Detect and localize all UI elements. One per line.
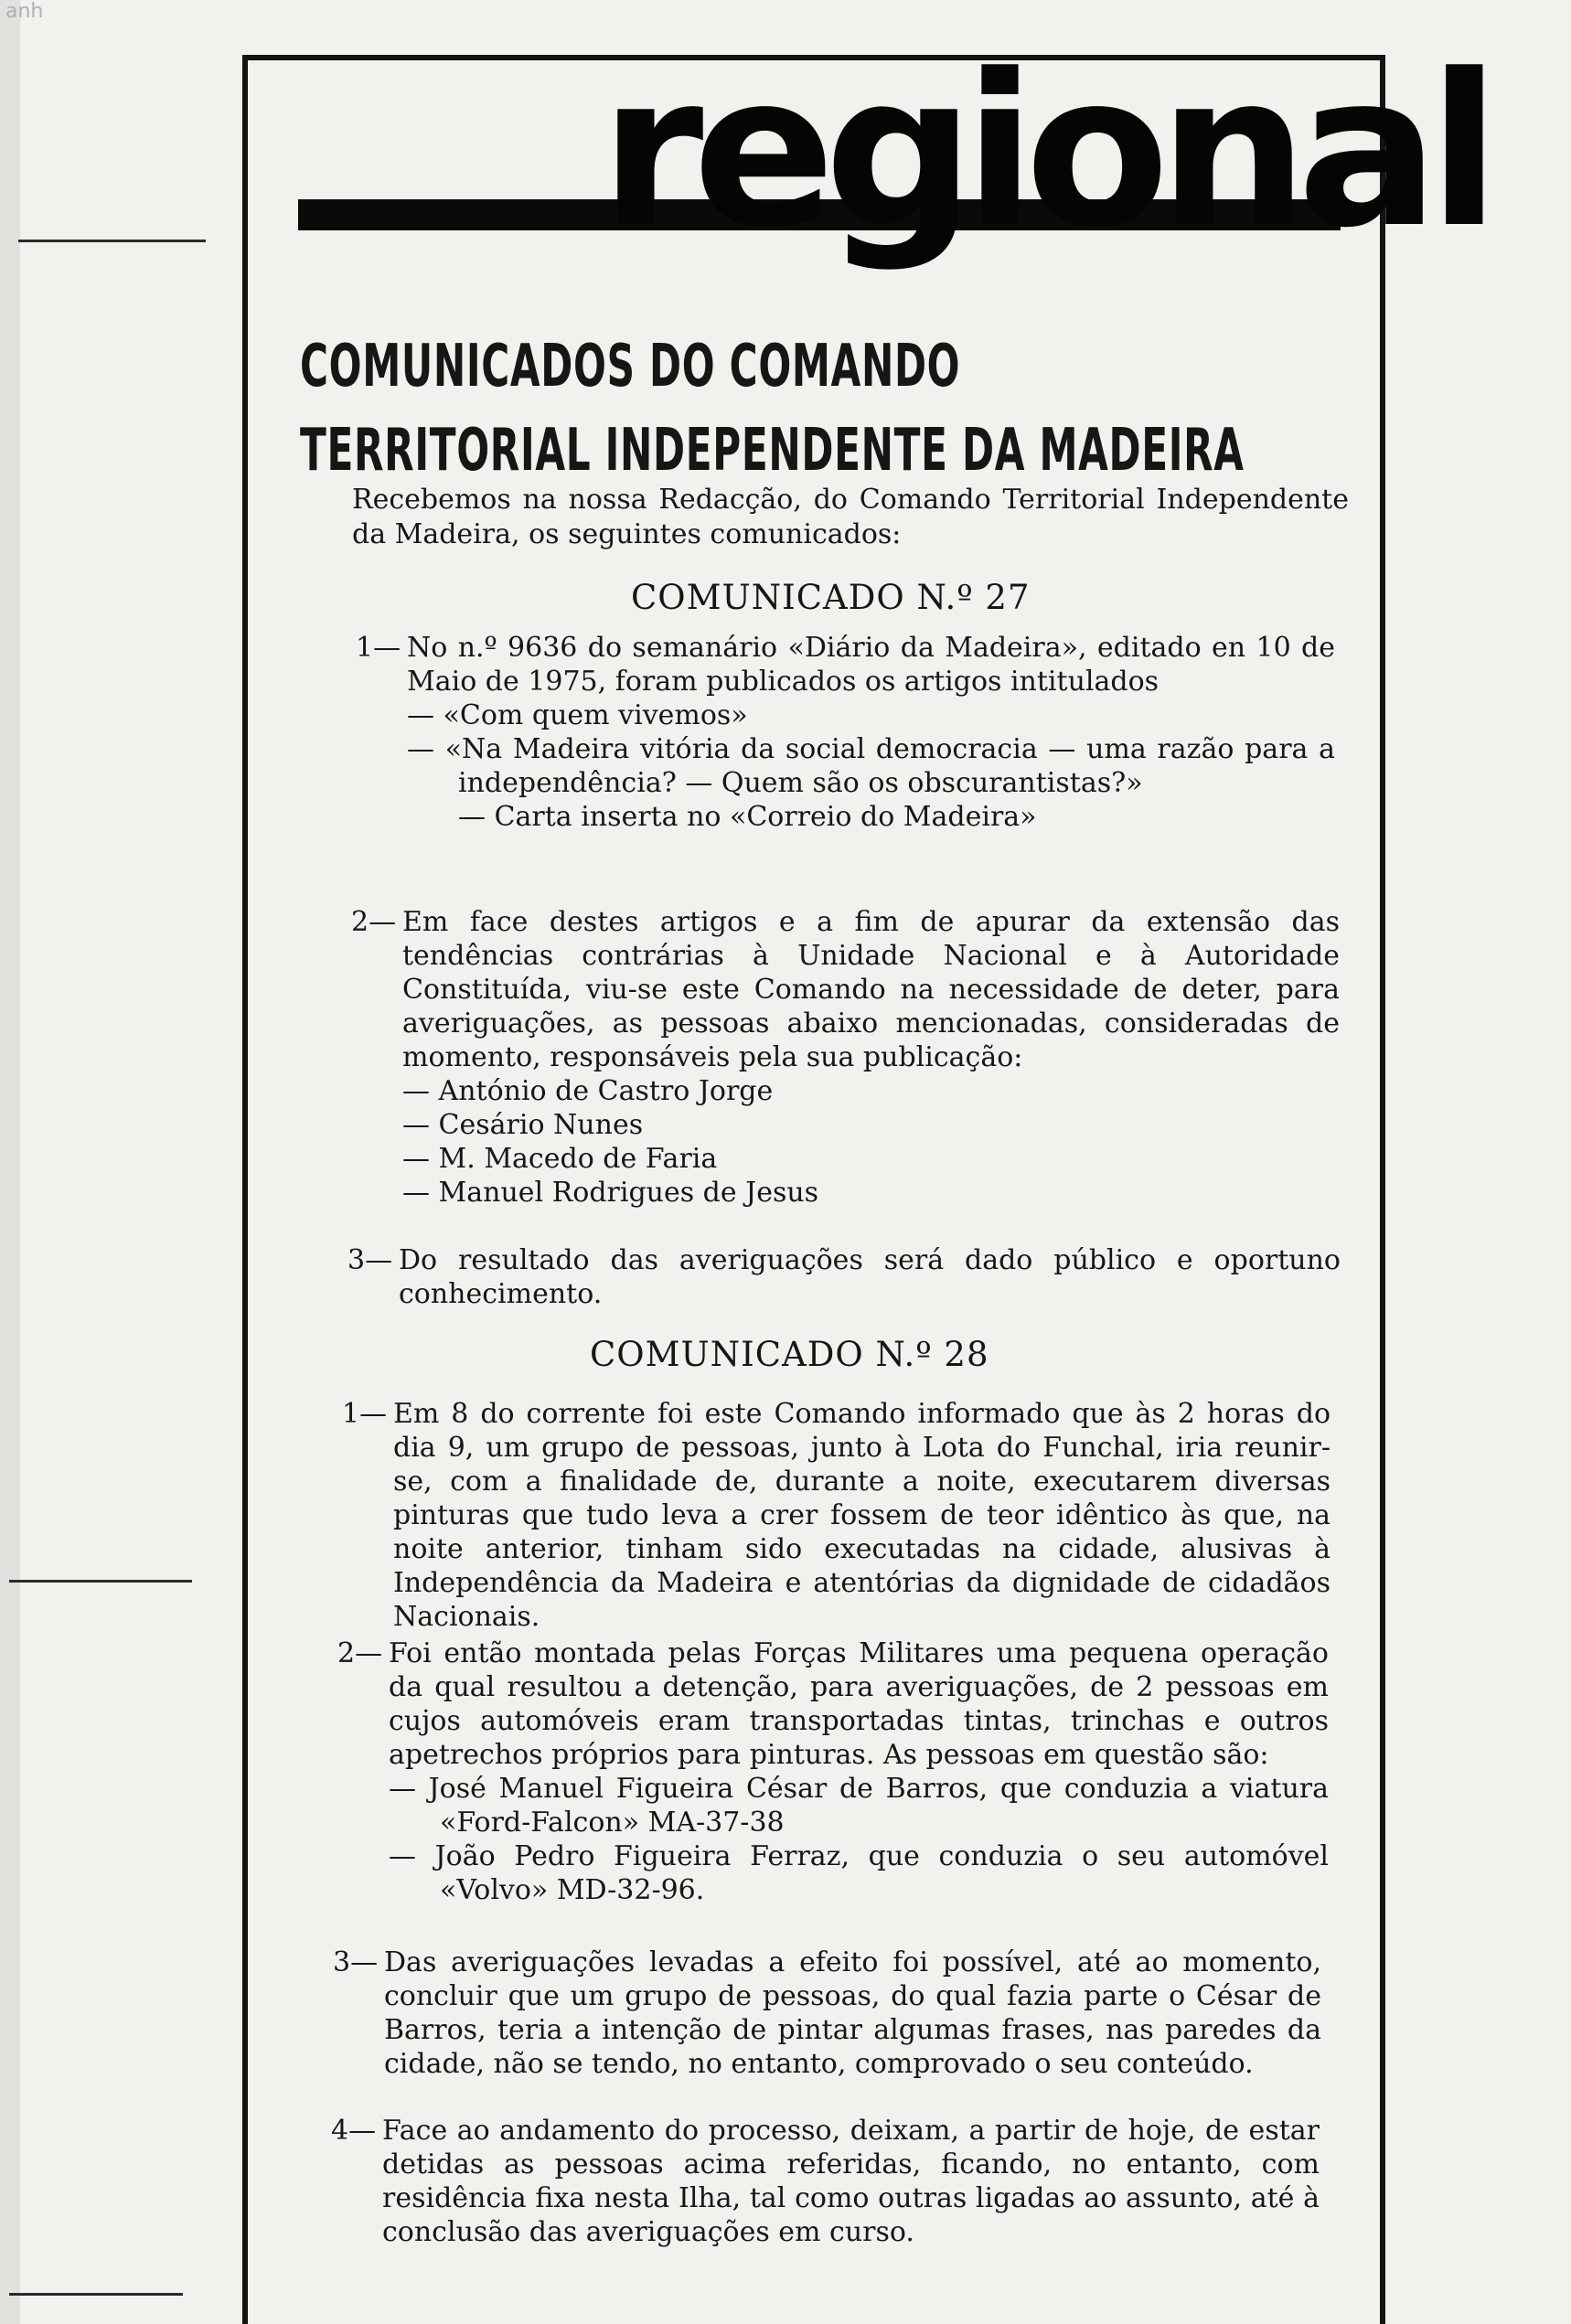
c27-item-1-text: No n.º 9636 do semanário «Diário da Madeira», editado en 10 de Maio de 1975, foram publicados os artigos intitulados — [407, 632, 1335, 698]
c27-article-3: — Carta inserta no «Correio do Madeira» — [458, 801, 1037, 833]
c28-item-1-text: Em 8 do corrente foi este Comando informado que às 2 horas do dia 9, um grupo de pessoas, junto à Lota do Funchal, iria reunir-se, com a finalidade de, durante a noite, executarem diversas pinturas que tudo leva a crer fossem de teor idêntico às que, na noite anterior, tinham sido executadas na cidade, alusivas à Independência da Madeira e atentórias da dignidade de cidadãos Nacionais. — [393, 1398, 1331, 1633]
item-number: 2— — [337, 1637, 383, 1669]
corner-note: anh — [5, 0, 44, 23]
headline-line-1: COMUNICADOS DO COMANDO — [300, 333, 961, 400]
detained-name: — M. Macedo de Faria — [402, 1143, 718, 1175]
c28-item-4-text: Face ao andamento do processo, deixam, a partir de hoje, de estar detidas as pessoas acima referidas, ficando, no entanto, com residência fixa nesta Ilha, tal como outras ligadas ao assunto, até à conclusão das averiguações em curso. — [382, 2115, 1320, 2248]
headline-line-2: TERRITORIAL INDEPENDENTE DA MADEIRA — [300, 417, 1245, 485]
c27-item-2-text: Em face destes artigos e a fim de apurar da extensão das tendências contrárias à Unidade Nacional e à Autoridade Constituída, viu-se este Comando na necessidade de deter, para averiguações, as pessoas abaixo mencionadas, consideradas de momento, responsáveis pela sua publicação: — [402, 906, 1340, 1073]
left-margin-rule — [9, 1580, 192, 1583]
c27-item-3 — [347, 1243, 1341, 1311]
comunicado-27-title: COMUNICADO N.º 27 — [631, 578, 1031, 617]
masthead-title: regional — [600, 30, 1490, 274]
detained-name: — Manuel Rodrigues de Jesus — [402, 1177, 819, 1209]
c28-item-2 — [337, 1636, 1329, 1907]
detained-name: — Cesário Nunes — [402, 1109, 644, 1141]
page-edge — [0, 0, 20, 2324]
detained-person: — José Manuel Figueira César de Barros, que conduzia a viatura «Ford-Falcon» MA-37-38 — [389, 1773, 1329, 1839]
left-margin-rule — [9, 2293, 183, 2296]
item-number: 4— — [331, 2115, 377, 2147]
c28-item-3-text: Das averiguações levadas a efeito foi possível, até ao momento, concluir que um grupo de pessoas, do qual fazia parte o César de Barros, teria a intenção de pintar algumas frases, nas paredes da cidade, não se tendo, no entanto, comprovado o seu conteúdo. — [384, 1946, 1321, 2080]
c27-article-2: — «Na Madeira vitória da social democracia — uma razão para a independência? — Quem são os obscurantistas?» — [407, 733, 1335, 799]
left-margin-rule — [18, 240, 206, 242]
c27-item-3-text: Do resultado das averiguações será dado público e oportuno conhecimento. — [399, 1244, 1341, 1310]
item-number: 3— — [347, 1244, 393, 1276]
masthead — [298, 30, 1490, 283]
detained-name: — António de Castro Jorge — [402, 1075, 774, 1107]
c28-item-3 — [333, 1946, 1321, 2081]
comunicado-28-title: COMUNICADO N.º 28 — [590, 1335, 989, 1374]
detained-person: — João Pedro Figueira Ferraz, que conduzia o seu automóvel «Volvo» MD-32-96. — [389, 1840, 1329, 1906]
headline — [300, 325, 1245, 493]
c28-item-2-text: Foi então montada pelas Forças Militares uma pequena operação da qual resultou a detenção, para averiguações, de 2 pessoas em cujos automóveis eram transportadas tintas, trinchas e outros apetrechos próprios para pinturas. As pessoas em questão são: — [389, 1637, 1329, 1771]
lead-paragraph: Recebemos na nossa Redacção, do Comando Territorial Independente da Madeira, os seguintes comunicados: — [352, 484, 1349, 550]
item-number: 1— — [342, 1398, 388, 1430]
item-number: 1— — [356, 632, 401, 664]
item-number: 2— — [351, 906, 397, 938]
c28-item-1 — [342, 1397, 1331, 1634]
c27-item-1 — [356, 631, 1335, 834]
item-number: 3— — [333, 1946, 379, 1978]
c27-item-2 — [351, 905, 1340, 1210]
c27-article-1: — «Com quem vivemos» — [407, 699, 748, 731]
c28-item-4 — [331, 2114, 1320, 2249]
